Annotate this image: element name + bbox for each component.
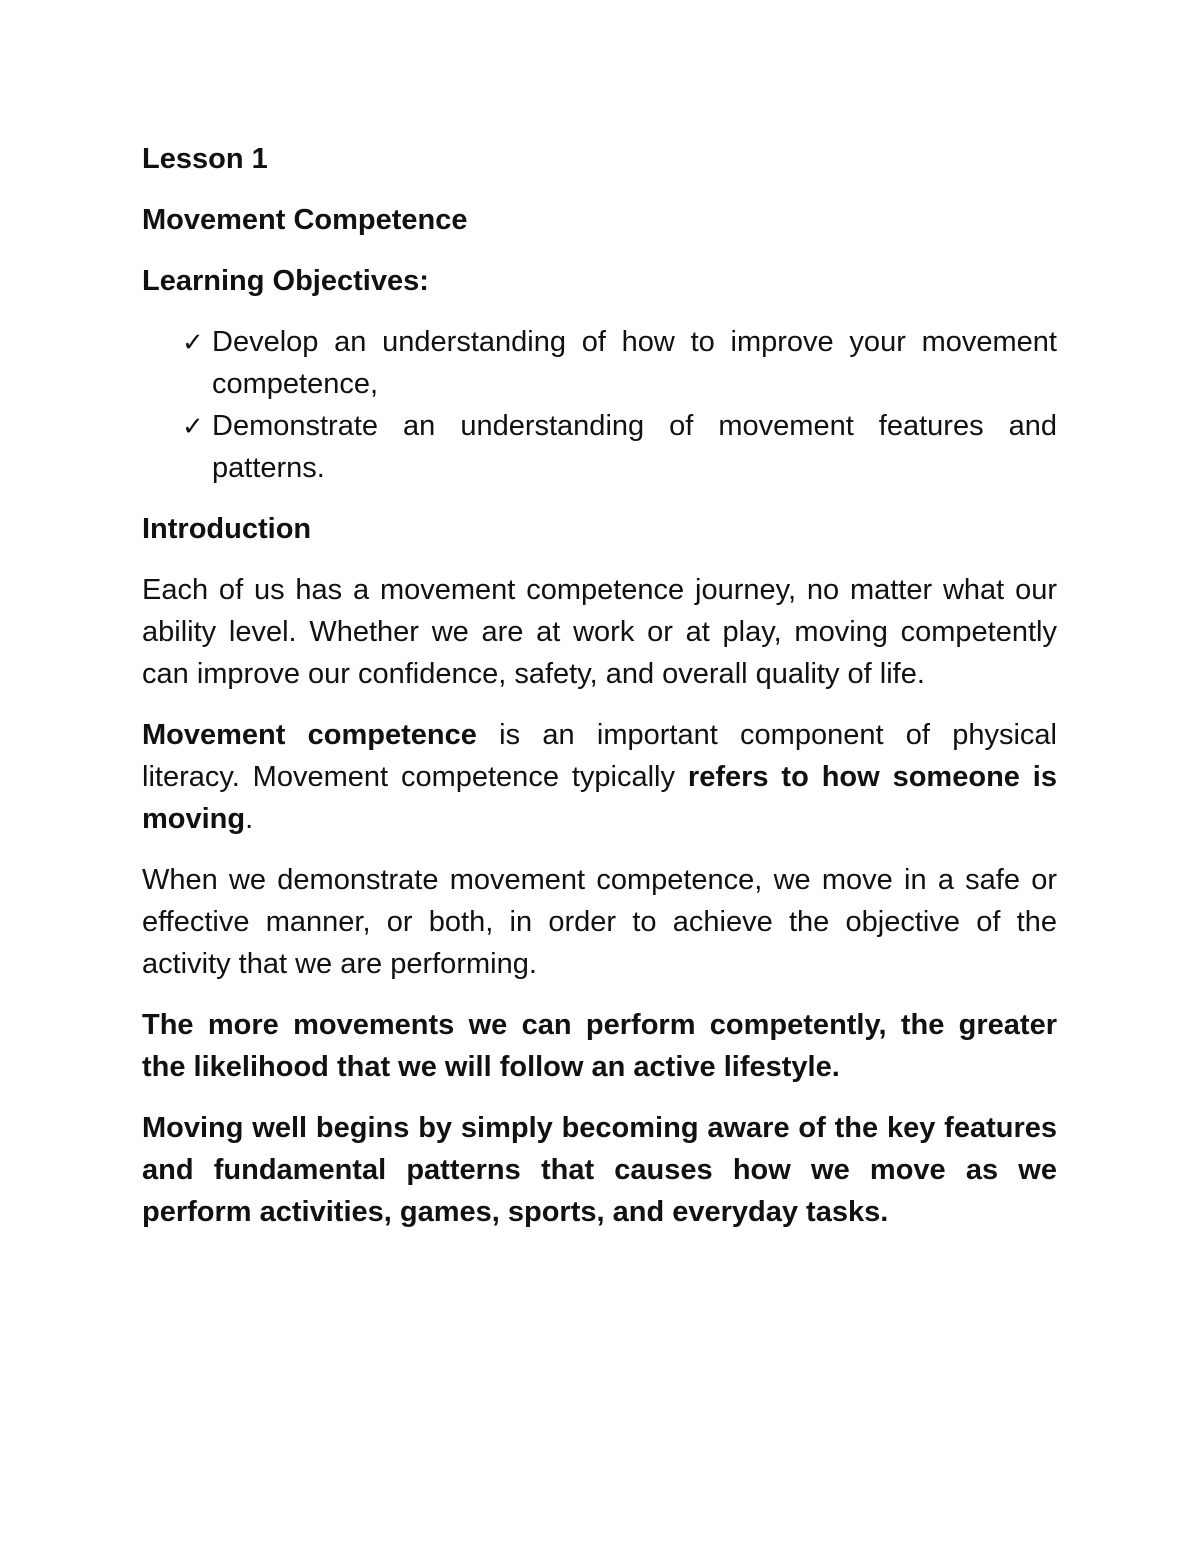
objective-text: Develop an understanding of how to improve your movement competence,: [212, 326, 1057, 400]
intro-paragraph-1: Each of us has a movement competence journey, no matter what our ability level. Whether we are at work or at play, moving competently can improve our confidence, safety, and overall quality of life.: [142, 574, 1057, 690]
intro-paragraph-2: [142, 714, 1057, 840]
checkmark-icon: ✓: [182, 327, 204, 357]
lesson-title: Lesson 1: [142, 143, 268, 175]
intro-paragraph-3: When we demonstrate movement competence, we move in a safe or effective manner, or both, in order to achieve the objective of the activity that we are performing.: [142, 864, 1057, 980]
document-page: [142, 138, 1057, 1252]
objective-item: [142, 405, 1057, 489]
intro-paragraph-5: Moving well begins by simply becoming aware of the key features and fundamental patterns that causes how we move as we perform activities, games, sports, and everyday tasks.: [142, 1112, 1057, 1228]
topic-title: Movement Competence: [142, 204, 468, 236]
bold-phrase: refers to how someone is moving: [142, 761, 1057, 835]
objective-item: [142, 321, 1057, 405]
paragraph-text: is an important component of physical literacy. Movement competence typically: [142, 719, 1057, 793]
objectives-list: [142, 321, 1057, 489]
objectives-heading: Learning Objectives:: [142, 265, 429, 297]
intro-paragraph-4: The more movements we can perform competently, the greater the likelihood that we will follow an active lifestyle.: [142, 1009, 1057, 1083]
paragraph-text: .: [245, 803, 254, 835]
bold-term: Movement competence: [142, 719, 477, 751]
introduction-heading: Introduction: [142, 513, 312, 545]
objective-text: Demonstrate an understanding of movement features and patterns.: [212, 410, 1057, 484]
checkmark-icon: ✓: [182, 411, 204, 441]
